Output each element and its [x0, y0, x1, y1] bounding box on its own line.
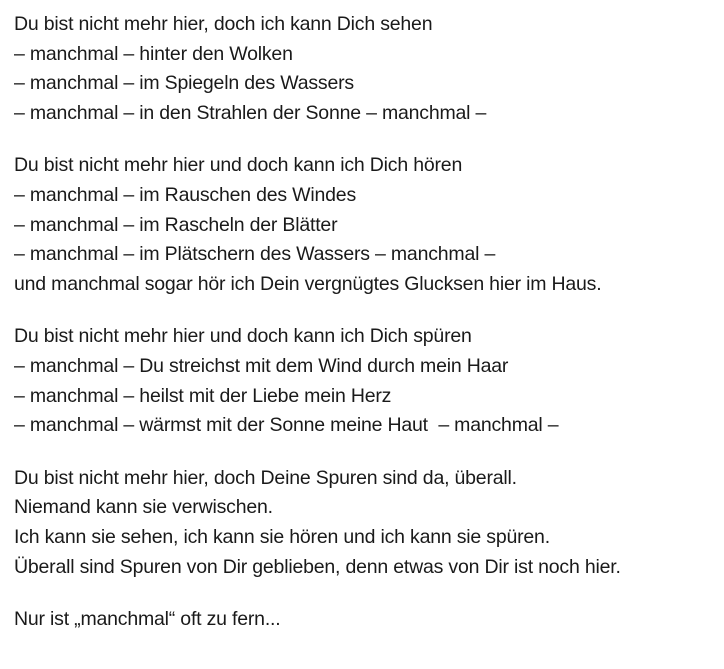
poem-line: Du bist nicht mehr hier und doch kann ich Dich hören	[14, 154, 463, 177]
poem-line: – manchmal – heilst mit der Liebe mein Herz	[14, 384, 392, 407]
poem-line: – manchmal – im Plätschern des Wassers – manchmal –	[14, 243, 496, 266]
poem-line: – manchmal – in den Strahlen der Sonne – manchmal –	[14, 101, 487, 124]
poem-line: Überall sind Spuren von Dir geblieben, denn etwas von Dir ist noch hier.	[14, 555, 621, 578]
poem-line: – manchmal – im Spiegeln des Wassers	[14, 72, 354, 95]
poem-stanza-4	[14, 464, 714, 582]
poem-stanza-1	[14, 10, 714, 128]
poem-line: Niemand kann sie verwischen.	[14, 496, 273, 519]
poem-line: Du bist nicht mehr hier, doch Deine Spuren sind da, überall.	[14, 466, 517, 489]
poem-line: Du bist nicht mehr hier, doch ich kann Dich sehen	[14, 13, 433, 35]
poem-line: – manchmal – Du streichst mit dem Wind durch mein Haar	[14, 354, 509, 377]
poem-line: – manchmal – im Rascheln der Blätter	[14, 213, 338, 236]
poem-line: und manchmal sogar hör ich Dein vergnügtes Glucksen hier im Haus.	[14, 272, 602, 295]
poem-line: – manchmal – hinter den Wolken	[14, 42, 293, 65]
poem-stanza-2	[14, 151, 714, 299]
poem-stanza-3	[14, 322, 714, 440]
poem-line: Ich kann sie sehen, ich kann sie hören und ich kann sie spüren.	[14, 525, 550, 548]
poem-stanza-5	[14, 605, 714, 635]
poem-line: – manchmal – wärmst mit der Sonne meine Haut – manchmal –	[14, 414, 559, 437]
poem-line: – manchmal – im Rauschen des Windes	[14, 183, 356, 206]
poem-closing-line: Nur ist „manchmal“ oft zu fern...	[14, 608, 281, 631]
poem-line: Du bist nicht mehr hier und doch kann ich Dich spüren	[14, 325, 472, 348]
